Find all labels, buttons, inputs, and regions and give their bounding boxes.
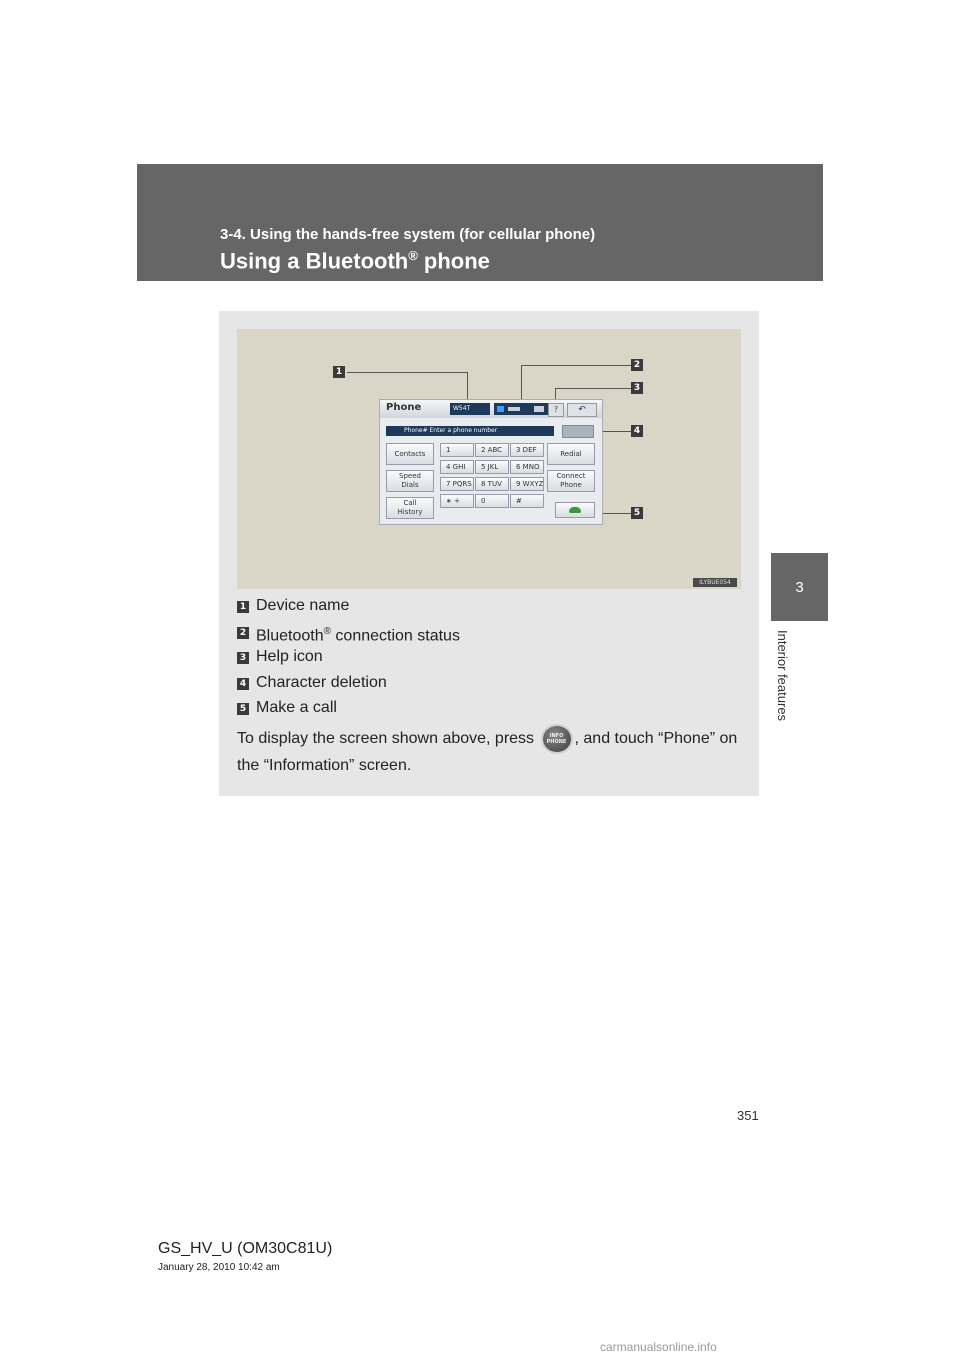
keypad-key-5[interactable]: 5 JKL (475, 460, 509, 474)
phone-screen-figure (237, 329, 741, 589)
phone-handset-icon (569, 507, 581, 513)
figure-code: ILYBUE054 (693, 578, 737, 587)
legend-text: Help icon (256, 648, 323, 666)
screen-header (380, 400, 602, 418)
callout-4: 4 (631, 425, 643, 437)
chapter-name: Interior features (775, 630, 790, 722)
keypad-key-star[interactable]: ∗ + (440, 494, 474, 508)
callout-5: 5 (631, 507, 643, 519)
connect-phone-button[interactable]: Connect Phone (547, 470, 595, 492)
page-title: Using a Bluetooth® phone (220, 248, 490, 274)
document-code: GS_HV_U (OM30C81U) (158, 1240, 333, 1257)
legend-number: 4 (237, 678, 249, 690)
keypad-key-4[interactable]: 4 GHI (440, 460, 474, 474)
document-date: January 28, 2010 10:42 am (158, 1262, 280, 1273)
callout-1: 1 (333, 366, 345, 378)
leader-line-2 (521, 365, 631, 366)
watermark: carmanualsonline.info (600, 1340, 717, 1354)
legend-number: 2 (237, 627, 249, 639)
legend-number: 3 (237, 652, 249, 664)
keypad-key-8[interactable]: 8 TUV (475, 477, 509, 491)
help-button[interactable]: ? (548, 403, 564, 417)
chapter-tab: 3 (771, 553, 828, 621)
header-band (137, 164, 823, 281)
legend-text: Make a call (256, 699, 337, 717)
keypad-key-1[interactable]: 1 (440, 443, 474, 457)
delete-button[interactable] (562, 425, 594, 438)
registered-mark: ® (408, 248, 418, 263)
back-button[interactable]: ↶ (567, 403, 597, 417)
phone-screen-mockup (379, 399, 603, 525)
info-phone-button-icon: INFO PHONE (543, 726, 571, 752)
legend-text: Device name (256, 597, 350, 614)
keypad-key-0[interactable]: 0 (475, 494, 509, 508)
section-label: 3-4. Using the hands-free system (for cellular phone) (220, 226, 596, 243)
bluetooth-status (494, 403, 548, 415)
legend-item (237, 674, 747, 700)
legend-number: 1 (237, 601, 249, 613)
callout-2: 2 (631, 359, 643, 371)
registered-mark: ® (323, 625, 331, 637)
keypad-key-9[interactable]: 9 WXYZ (510, 477, 544, 491)
content-panel (219, 311, 759, 796)
keypad-key-hash[interactable]: # (510, 494, 544, 508)
make-call-button[interactable] (555, 502, 595, 518)
contacts-button[interactable]: Contacts (386, 443, 434, 465)
legend-item (237, 597, 747, 623)
keypad-key-2[interactable]: 2 ABC (475, 443, 509, 457)
screen-title: Phone (386, 402, 422, 413)
speed-dials-button[interactable]: Speed Dials (386, 470, 434, 492)
keypad-key-7[interactable]: 7 PQRS (440, 477, 474, 491)
signal-icon (534, 406, 544, 412)
leader-line-3 (555, 388, 631, 389)
legend-number: 5 (237, 703, 249, 715)
legend-item (237, 648, 747, 674)
bluetooth-icon (497, 406, 504, 412)
legend-item (237, 623, 747, 649)
battery-icon (508, 407, 520, 411)
phone-number-field[interactable]: Phone# Enter a phone number (386, 426, 554, 436)
legend-item (237, 699, 747, 725)
leader-line-1 (347, 372, 467, 373)
callout-3: 3 (631, 382, 643, 394)
device-name: W54T (450, 403, 490, 415)
legend-text: Bluetooth® connection status (256, 625, 460, 644)
keypad-key-6[interactable]: 6 MNO (510, 460, 544, 474)
page-number: 351 (737, 1108, 759, 1123)
instruction-text: To display the screen shown above, press INFO PHONE , and touch “Phone” on the “Information” screen. (237, 725, 747, 779)
redial-button[interactable]: Redial (547, 443, 595, 465)
legend-text: Character deletion (256, 673, 387, 691)
keypad-key-3[interactable]: 3 DEF (510, 443, 544, 457)
call-history-button[interactable]: Call History (386, 497, 434, 519)
legend (237, 597, 747, 725)
